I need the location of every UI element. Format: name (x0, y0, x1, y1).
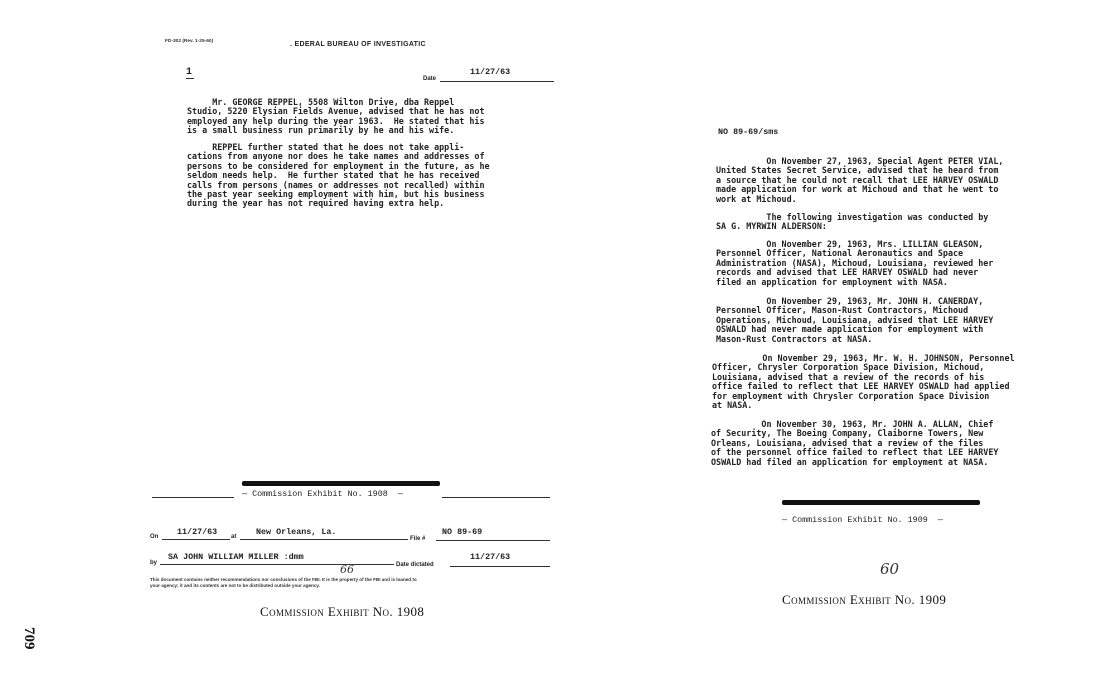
line: Louisiana, advised that a review of the records of his (712, 371, 985, 382)
line: Personnel Officer, National Aeronautics and Space (716, 248, 964, 259)
stamp-bar (782, 500, 980, 505)
stamp-label: Commission Exhibit No. 1908 (252, 489, 388, 499)
right-paragraph-5 (712, 354, 1015, 410)
line: Mr. GEORGE REPPEL, 5508 Wilton Drive, dba Reppel (187, 97, 455, 107)
line: REPPEL further stated that he does not take appli- (187, 142, 465, 152)
line: employed any help during the year 1963. He stated that his (187, 115, 485, 126)
line: seldom needs help. He further stated that he has received (187, 170, 480, 181)
line: office failed to reflect that LEE HARVEY OSWALD had applied (712, 381, 1010, 392)
line: is a small business run primarily by he and his wife. (187, 125, 455, 136)
on-value: 11/27/63 (177, 527, 218, 537)
caption-1908: Commission Exhibit No. 1908 (260, 604, 425, 619)
line: records and advised that LEE HARVEY OSWALD had never (716, 267, 979, 278)
at-label: at (231, 534, 237, 540)
line: On November 29, 1963, Mr. JOHN H. CANERDAY, (716, 296, 984, 306)
line: On November 29, 1963, Mrs. LILLIAN GLEASON, (716, 239, 984, 249)
page-number: 709 (21, 627, 37, 650)
dictated-value: 11/27/63 (470, 552, 511, 562)
line: OSWALD had never made application for employment with (716, 324, 984, 335)
line: a source that he could not recall that LEE HARVEY OSWALD (716, 174, 999, 185)
page-marker: 1 (186, 67, 193, 78)
date-label: Date (423, 76, 437, 82)
line: The following investigation was conducted by (716, 212, 989, 222)
left-paragraph-2 (187, 143, 490, 209)
exhibit-stamp-1908: — Commission Exhibit No. 1908 — (242, 489, 403, 499)
line: OSWALD had filed an application for employment at NASA. (711, 456, 989, 467)
line: On November 30, 1963, Mr. JOHN A. ALLAN, Chief (711, 419, 994, 429)
line: of Security, The Boeing Company, Claiborne Towers, New (711, 428, 984, 439)
line: Operations, Michoud, Louisiana, advised that LEE HARVEY (716, 314, 994, 325)
line: Mason-Rust Contractors at NASA. (716, 333, 873, 344)
right-paragraph-4 (716, 297, 993, 344)
right-paragraph-6 (711, 420, 998, 467)
line: On November 27, 1963, Special Agent PETER VIAL, (716, 156, 1004, 166)
left-paragraph-1 (187, 98, 485, 136)
line: made application for work at Michoud and that he went to (716, 184, 999, 195)
right-paragraph-1 (716, 157, 1003, 204)
disclaimer-line-1: This document contains neither recommendations nor conclusions of the FBI. It is the property of the FBI and is loaned to (150, 577, 417, 582)
right-paragraph-2 (716, 213, 988, 232)
line: Officer, Chrysler Corporation Space Division, Michoud, (712, 362, 985, 373)
stamp-bar (242, 481, 440, 486)
file-value: NO 89-69 (442, 527, 483, 537)
line: for employment with Chrysler Corporation Space Division (712, 390, 990, 401)
right-paragraph-3 (716, 240, 993, 287)
line: Administration (NASA), Michoud, Louisiana, reviewed her (716, 257, 994, 268)
line: On November 29, 1963, Mr. W. H. JOHNSON, Personnel (712, 353, 1015, 363)
at-value: New Orleans, La. (256, 527, 337, 537)
dictated-label: Date dictated (396, 562, 434, 568)
line: Orleans, Louisiana, advised that a review of the files (711, 437, 984, 448)
line: United States Secret Service, advised that he heard from (716, 165, 999, 176)
form-number: FD-302 (Rev. 1-25-60) (165, 39, 214, 44)
line: the past year seeking employment with him, but his business (187, 189, 485, 200)
line: persons to be considered for employment in the future, as he (187, 160, 490, 171)
line: Personnel Officer, Mason-Rust Contractors, Michoud (716, 305, 969, 316)
line: at NASA. (712, 400, 753, 411)
file-reference: NO 89-69/sms (718, 127, 779, 137)
agency-header: . EDERAL BUREAU OF INVESTIGATIC (290, 41, 426, 48)
line: during the year has not required having extra help. (187, 198, 445, 209)
exhibit-stamp-1909: — Commission Exhibit No. 1909 — (782, 515, 943, 525)
file-label: File # (410, 536, 426, 542)
stamp-label: Commission Exhibit No. 1909 (792, 515, 928, 525)
line: calls from persons (names or addresses not recalled) within (187, 179, 485, 190)
line: filed an application for employment with NASA. (716, 276, 948, 287)
by-value: SA JOHN WILLIAM MILLER :dmm (168, 552, 304, 562)
handwritten-note-left: 66 (340, 563, 354, 576)
by-label: by (150, 560, 158, 566)
disclaimer-line-2: your agency; it and its contents are not to be distributed outside your agency. (150, 583, 320, 588)
on-label: On (150, 534, 159, 540)
line: Studio, 5220 Elysian Fields Avenue, advised that he has not (187, 106, 485, 117)
line: work at Michoud. (716, 193, 797, 204)
handwritten-note-right: 60 (880, 560, 900, 578)
date-value: 11/27/63 (470, 67, 511, 77)
line: SA G. MYRWIN ALDERSON: (716, 221, 827, 232)
caption-1909: Commission Exhibit No. 1909 (782, 592, 947, 607)
line: cations from anyone nor does he take names and addresses of (187, 151, 485, 162)
line: of the personnel office failed to reflect that LEE HARVEY (711, 447, 999, 458)
